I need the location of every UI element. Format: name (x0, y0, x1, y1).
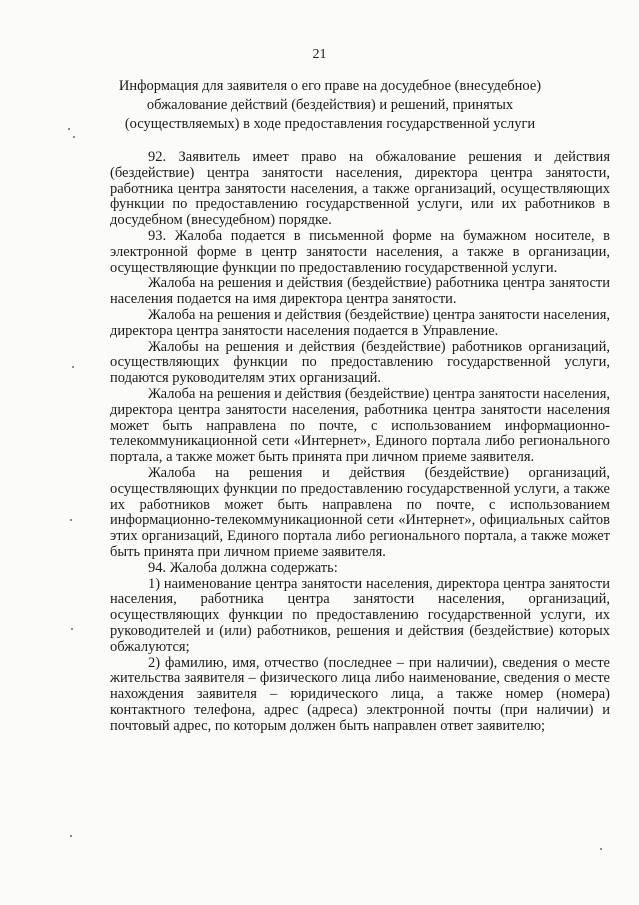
paragraph-complaint-channels-organizations: Жалоба на решения и действия (бездействие) организаций, осуществляющих функции по предоставлению государственной услуги, а также их работников может быть направлена по почте, с использованием информационно-телекоммуникационной сети «Интернет», официальных сайтов этих организаций, Единого портала либо регионального портала, а также может быть принята при личном приеме заявителя. (110, 464, 610, 560)
page-number: 21 (312, 47, 327, 62)
list-item-2: 2) фамилию, имя, отчество (последнее – при наличии), сведения о месте жительства заявителя – физического лица либо наименование, сведения о месте нахождения заявителя – юридического лица, а также номер (номера) контактного телефона, адрес (адреса) электронной почты (при наличии) и почтовый адрес, по которым должен быть направлен ответ заявителю; (110, 654, 610, 734)
document-body (110, 150, 610, 734)
paragraph-complaint-channels-center: Жалоба на решения и действия (бездействие) центра занятости населения, директора центра занятости населения, работника центра занятости населения может быть направлена по почте, с использованием информационно-телекоммуникационной сети «Интернет», Единого портала либо регионального портала, а также может быть принята при личном приеме заявителя. (110, 385, 610, 466)
paragraph-complaint-to-organization-heads: Жалобы на решения и действия (бездействие) работников организаций, осуществляющих функции по предоставлению государственной услуги, подаются руководителям этих организаций. (110, 338, 610, 387)
paragraph-94: 94. Жалоба должна содержать: (148, 559, 338, 576)
paragraph-complaint-to-department: Жалоба на решения и действия (бездействие) центра занятости населения, директора центра занятости населения подается в Управление. (110, 306, 610, 339)
scan-speck (600, 848, 602, 850)
section-heading: Информация для заявителя о его праве на досудебное (внесудебное) обжалование действий (бездействия) и решений, принятых (осуществляемых) в ходе предоставления государственной услуги (118, 78, 542, 132)
scan-speck (73, 136, 75, 138)
paragraph-92: 92. Заявитель имеет право на обжалование решения и действия (бездействие) центра занятости населения, директора центра занятости, работника центра занятости населения, а также организаций, осуществляющих функции по предоставлению государственной услуги, или их работников в досудебном (внесудебном) порядке. (110, 149, 610, 229)
scan-speck (71, 628, 73, 630)
paragraph-complaint-to-director: Жалоба на решения и действия (бездействие) работника центра занятости населения подается на имя директора центра занятости. (110, 275, 610, 308)
scan-speck (70, 519, 72, 521)
scan-speck (72, 366, 74, 368)
scan-speck (70, 835, 72, 837)
paragraph-93: 93. Жалоба подается в письменной форме на бумажном носителе, в электронной форме в центр занятости населения, а также в организации, осуществляющие функции по предоставлению государственной услуги. (110, 227, 610, 276)
list-item-1: 1) наименование центра занятости населения, директора центра занятости населения, работника центра занятости населения, организаций, осуществляющих функции по предоставлению государственной услуги, их руководителей и (или) работников, решения и действия (бездействие) которых обжалуются; (110, 575, 610, 655)
scan-speck (68, 128, 70, 130)
